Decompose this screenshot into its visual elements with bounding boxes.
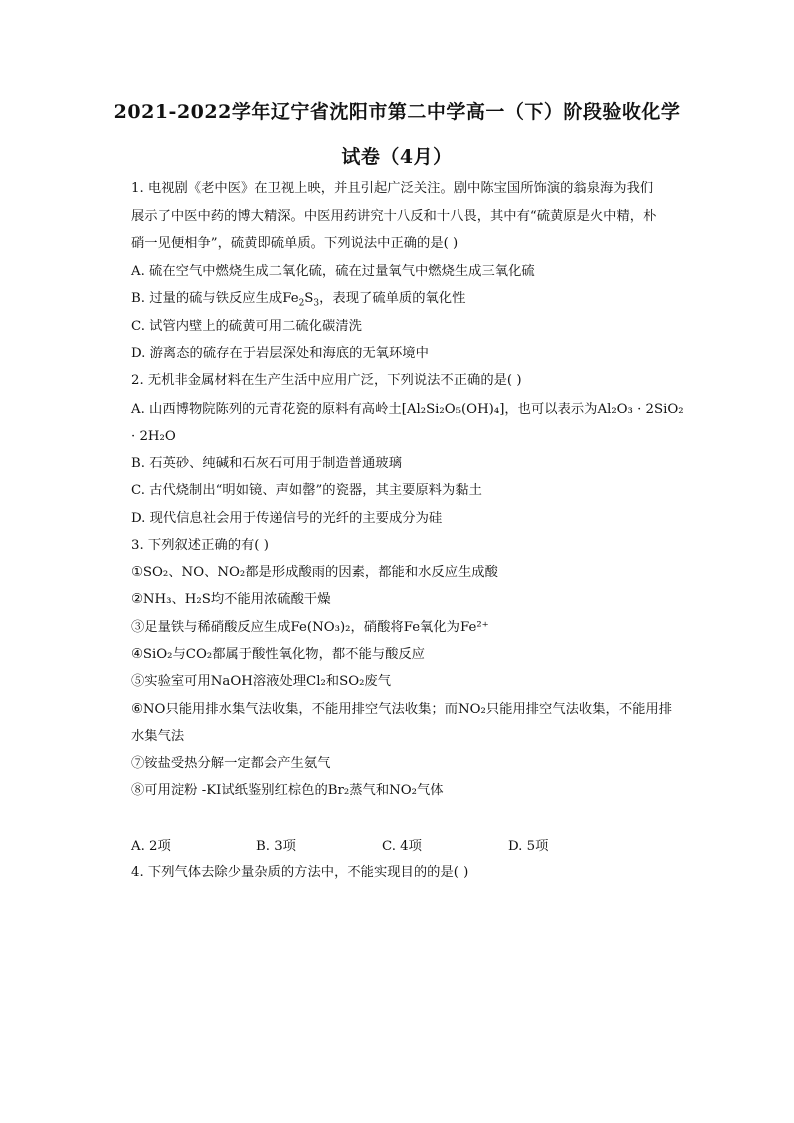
q3-statement-3: ③足量铁与稀硝酸反应生成Fe(NO₃)₂，硝酸将Fe氧化为Fe²⁺: [131, 620, 489, 635]
q1-stem-line1: 1. 电视剧《老中医》在卫视上映，并且引起广泛关注。剧中陈宝国所饰演的翁泉海为我们: [131, 181, 654, 196]
q2-option-a-line2: · 2H₂O: [131, 429, 176, 444]
q4-stem: 4. 下列气体去除少量杂质的方法中，不能实现目的的是( ): [131, 865, 469, 880]
q3-statement-5: ⑤实验室可用NaOH溶液处理Cl₂和SO₂废气: [131, 674, 392, 689]
q2-option-d: D. 现代信息社会用于传递信号的光纤的主要成分为硅: [131, 511, 443, 526]
q1-option-d: D. 游离态的硫存在于岩层深处和海底的无氧环境中: [131, 346, 429, 361]
q3-option-a: A. 2项: [131, 839, 171, 854]
q3-option-b: B. 3项: [256, 839, 296, 854]
q3-option-d: D. 5项: [508, 839, 549, 854]
exam-title-line2: 试卷（4月）: [341, 146, 453, 168]
q1-stem-line3: 硝一见便相争”，硫黄即硫单质。下列说法中正确的是( ): [131, 236, 459, 251]
q1-option-b: B. 过量的硫与铁反应生成$Fe_2S_3$，表现了硫单质的氧化性: [131, 291, 466, 309]
q3-stem: 3. 下列叙述正确的有( ): [131, 538, 269, 553]
q2-option-b: B. 石英砂、纯碱和石灰石可用于制造普通玻璃: [131, 456, 402, 471]
q3-statement-6-line1: ⑥NO只能用排水集气法收集，不能用排空气法收集；而NO₂只能用排空气法收集，不能用排: [131, 702, 673, 717]
q2-option-a-line1: A. 山西博物院陈列的元青花瓷的原料有高岭土[Al₂Si₂O₅(OH)₄]，也可以表示为Al₂O₃ · 2SiO₂: [131, 402, 684, 417]
q3-statement-4: ④SiO₂与CO₂都属于酸性氧化物，都不能与酸反应: [131, 647, 425, 662]
q3-statement-7: ⑦铵盐受热分解一定都会产生氨气: [131, 756, 331, 771]
q2-stem: 2. 无机非金属材料在生产生活中应用广泛，下列说法不正确的是( ): [131, 373, 522, 388]
q3-statement-2: ②NH₃、H₂S均不能用浓硫酸干燥: [131, 592, 331, 607]
q1-option-c: C. 试管内壁上的硫黄可用二硫化碳清洗: [131, 319, 362, 334]
q3-statement-6-line2: 水集气法: [131, 729, 185, 744]
q1-stem-line2: 展示了中医中药的博大精深。中医用药讲究十八反和十八畏，其中有“硫黄原是火中精，朴: [131, 209, 657, 224]
q3-option-c: C. 4项: [382, 839, 422, 854]
q1-option-a: A. 硫在空气中燃烧生成二氧化硫，硫在过量氧气中燃烧生成三氧化硫: [131, 264, 535, 279]
exam-title-line1: 2021-2022学年辽宁省沈阳市第二中学高一（下）阶段验收化学: [113, 101, 681, 123]
q3-statement-8: ⑧可用淀粉 -KI试纸鉴别红棕色的Br₂蒸气和NO₂气体: [131, 783, 444, 798]
q3-statement-1: ①SO₂、NO、NO₂都是形成酸雨的因素，都能和水反应生成酸: [131, 565, 498, 580]
q2-option-c: C. 古代烧制出“明如镜、声如罄”的瓷器，其主要原料为黏土: [131, 483, 482, 498]
